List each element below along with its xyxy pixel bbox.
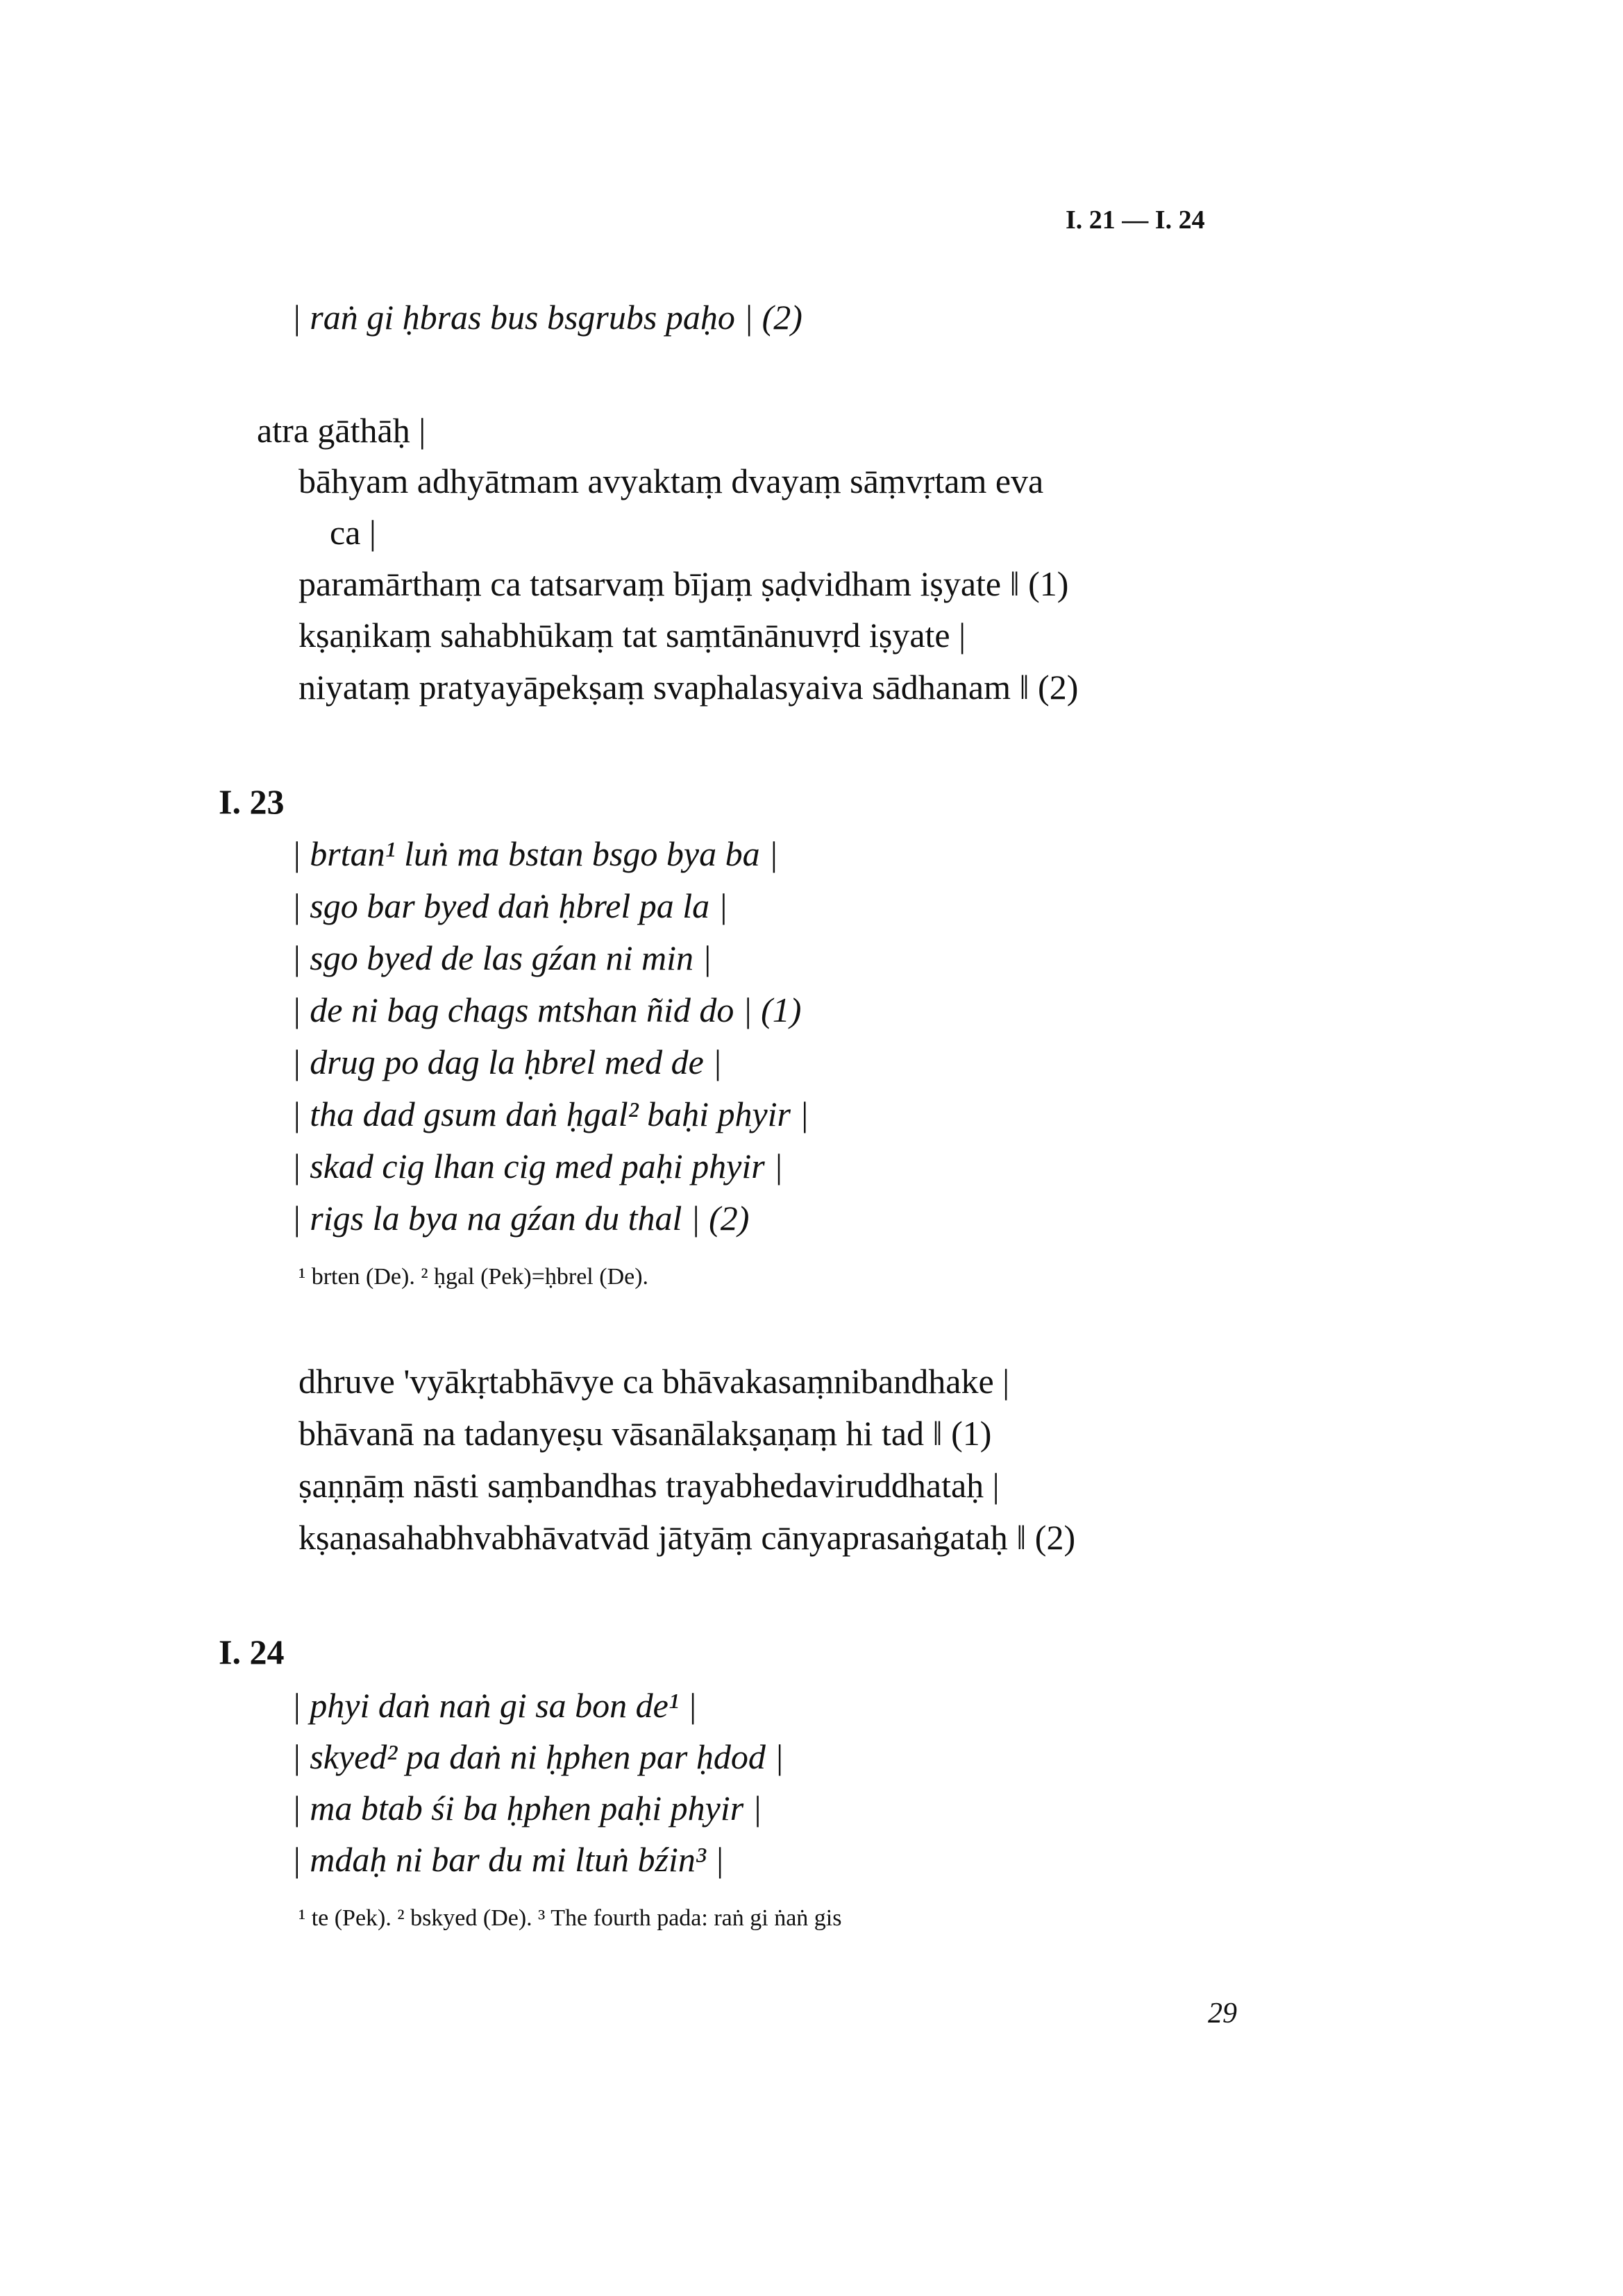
sanskrit-line: kṣaṇasahabhvabhāvatvād jātyāṃ cānyaprasaṅgataḥ ‖ (2) xyxy=(298,1518,1076,1557)
tibetan-line: | mdaḥ ni bar du mi ltuṅ bźin³ | xyxy=(292,1840,725,1879)
page-number: 29 xyxy=(1208,1998,1237,2029)
footnote: ¹ te (Pek). ² bskyed (De). ³ The fourth pada: raṅ gi ṅaṅ gis xyxy=(298,1905,842,1931)
footnote: ¹ brten (De). ² ḥgal (Pek)=ḥbrel (De). xyxy=(298,1264,649,1290)
sanskrit-line: bāhyam adhyātmam avyaktaṃ dvayaṃ sāṃvṛtam eva xyxy=(298,462,1044,500)
tibetan-line: | rigs la bya na gźan du thal | (2) xyxy=(292,1199,750,1238)
sanskrit-line: kṣaṇikaṃ sahabhūkaṃ tat saṃtānānuvṛd iṣyate | xyxy=(298,616,966,655)
running-header: I. 21 — I. 24 xyxy=(1066,205,1205,235)
verse-line: | raṅ gi ḥbras bus bsgrubs paḥo | (2) xyxy=(292,298,802,337)
sanskrit-line: ca | xyxy=(330,513,376,552)
tibetan-line: | phyi daṅ naṅ gi sa bon de¹ | xyxy=(292,1686,698,1725)
sanskrit-line: niyataṃ pratyayāpekṣaṃ svaphalasyaiva sādhanam ‖ (2) xyxy=(298,668,1079,707)
tibetan-line: | sgo byed de las gźan ni min | xyxy=(292,938,712,977)
sanskrit-line: ṣaṇṇāṃ nāsti saṃbandhas trayabhedaviruddhataḥ | xyxy=(298,1466,1000,1505)
sanskrit-intro: atra gāthāḥ | xyxy=(257,411,426,450)
sanskrit-line: paramārthaṃ ca tatsarvaṃ bījaṃ ṣaḍvidham iṣyate ‖ (1) xyxy=(298,564,1069,603)
tibetan-line: | tha dad gsum daṅ ḥgal² baḥi phyir | xyxy=(292,1095,809,1133)
section-label: I. 24 xyxy=(219,1632,285,1671)
tibetan-line: | drug po dag la ḥbrel med de | xyxy=(292,1043,723,1081)
sanskrit-line: dhruve 'vyākṛtabhāvye ca bhāvakasaṃnibandhake | xyxy=(298,1362,1010,1401)
section-label: I. 23 xyxy=(219,782,285,821)
tibetan-line: | de ni bag chags mtshan ñid do | (1) xyxy=(292,990,802,1029)
tibetan-line: | brtan¹ luṅ ma bstan bsgo bya ba | xyxy=(292,834,778,873)
sanskrit-line: bhāvanā na tadanyeṣu vāsanālakṣaṇaṃ hi tad ‖ (1) xyxy=(298,1414,992,1453)
tibetan-line: | skad cig lhan cig med paḥi phyir | xyxy=(292,1147,783,1185)
tibetan-line: | sgo bar byed daṅ ḥbrel pa la | xyxy=(292,886,728,925)
tibetan-line: | skyed² pa daṅ ni ḥphen par ḥdod | xyxy=(292,1737,784,1776)
tibetan-line: | ma btab śi ba ḥphen paḥi phyir | xyxy=(292,1789,762,1827)
